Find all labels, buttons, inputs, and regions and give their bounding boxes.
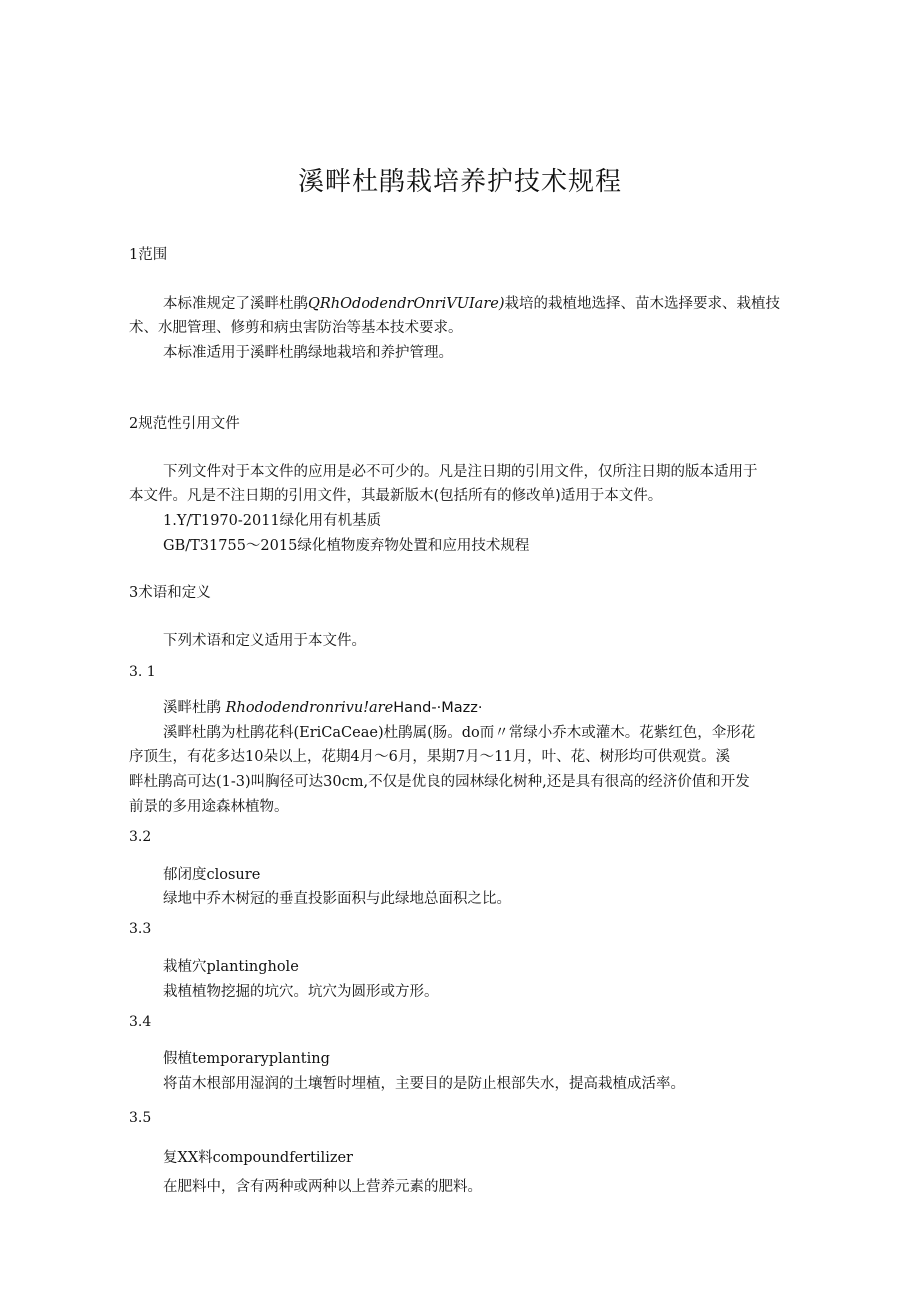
reference-1: 1.Y/T1970-2011绿化用有机基质 — [163, 513, 382, 529]
term-3-3-number: 3.3 — [129, 921, 152, 937]
term-3-1-definition-line-1: 溪畔杜鹃为杜鹃花科(EriCaCeae)杜鹃属(肠。do而〃常绿小乔木或灌木。花紫红色，伞形花 — [163, 725, 756, 741]
term-3-1-definition-line-4: 前景的多用途森林植物。 — [129, 799, 289, 815]
section-1-heading: 1范围 — [129, 247, 168, 263]
section-2-paragraph-line-2: 本文件。凡是不注日期的引用文件，其最新版木(包括所有的修改单)适用于本文件。 — [129, 488, 663, 504]
term-3-5-title: 复XX料compoundfertilizer — [163, 1150, 353, 1166]
latin-name: QRhOdodendrOnriVUIare) — [308, 296, 505, 312]
term-3-4-number: 3.4 — [129, 1014, 152, 1030]
term-latin: Rhododendronrivu!are — [225, 700, 394, 716]
text-run: 栽培的栽植地选择、苗木选择要求、栽植技 — [504, 296, 780, 312]
section-1-paragraph-1-line-2: 术、水肥管理、修剪和病虫害防治等基本技术要求。 — [129, 320, 463, 336]
term-cn: 溪畔杜鹃 — [163, 700, 221, 716]
section-1-paragraph-2: 本标准适用于溪畔杜鹃绿地栽培和养护管理。 — [163, 345, 453, 361]
term-3-5-definition: 在肥料中，含有两种或两种以上营养元素的肥料。 — [163, 1179, 482, 1195]
document-title: 溪畔杜鹃栽培养护技术规程 — [297, 167, 622, 197]
term-3-1-definition-line-2: 序顶生，有花多达10朵以上，花期4月～6月，果期7月～11月，叶、花、树形均可供观赏。溪 — [129, 749, 731, 765]
term-3-1-title — [163, 696, 482, 717]
term-3-1-definition-line-3: 畔杜鹃高可达(1-3)叫胸径可达30cm,不仅是优良的园林绿化树种,还是具有很高的经济价值和开发 — [129, 774, 750, 790]
section-2-heading: 2规范性引用文件 — [129, 416, 240, 432]
section-3-heading: 3术语和定义 — [129, 585, 211, 601]
section-2-paragraph-line-1: 下列文件对于本文件的应用是必不可少的。凡是注日期的引用文件，仅所注日期的版本适用于 — [163, 464, 758, 480]
term-3-4-title: 假植temporaryplanting — [163, 1051, 330, 1067]
term-3-2-number: 3.2 — [129, 829, 152, 845]
text-run: 本标准规定了溪畔杜鹃 — [163, 296, 308, 312]
term-author: Hand-·Mazz· — [393, 700, 483, 716]
section-1-paragraph-1-line-1 — [163, 292, 780, 313]
reference-2: GB/T31755～2015绿化植物废弃物处置和应用技术规程 — [163, 538, 530, 554]
term-3-3-title: 栽植穴plantinghole — [163, 959, 299, 975]
term-3-2-definition: 绿地中乔木树冠的垂直投影面积与此绿地总面积之比。 — [163, 891, 511, 907]
term-3-2-title: 郁闭度closure — [163, 867, 261, 883]
term-3-4-definition: 将苗木根部用湿润的土壤暂时埋植，主要目的是防止根部失水，提高栽植成活率。 — [163, 1076, 685, 1092]
term-3-1-number: 3. 1 — [129, 664, 156, 680]
term-3-5-number: 3.5 — [129, 1110, 152, 1126]
section-3-intro: 下列术语和定义适用于本文件。 — [163, 633, 366, 649]
term-3-3-definition: 栽植植物挖掘的坑穴。坑穴为圆形或方形。 — [163, 984, 439, 1000]
